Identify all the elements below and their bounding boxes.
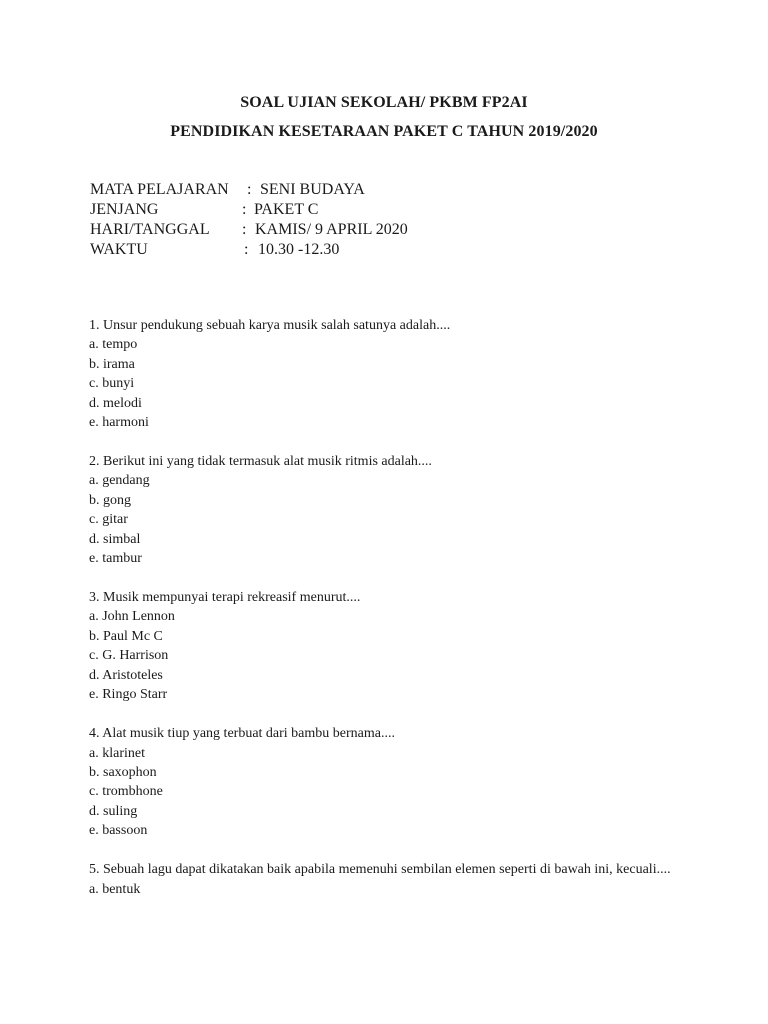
question-stem: 1. Unsur pendukung sebuah karya musik salah satunya adalah....: [89, 318, 451, 333]
exam-info-separator: :: [242, 221, 247, 238]
answer-option: d. suling: [89, 803, 138, 819]
exam-info-label: HARI/TANGGAL: [90, 221, 210, 238]
question-stem: 2. Berikut ini yang tidak termasuk alat musik ritmis adalah....: [89, 454, 432, 470]
question-item: [89, 588, 689, 704]
answer-option: d. simbal: [89, 531, 141, 547]
exam-info-separator: :: [242, 201, 247, 218]
answer-option: c. trombhone: [89, 784, 163, 800]
exam-info-label: WAKTU: [90, 241, 148, 258]
question-stem: 3. Musik mempunyai terapi rekreasif menurut....: [89, 590, 361, 606]
answer-option: e. tambur: [89, 551, 142, 567]
answer-option: b. saxophon: [89, 764, 157, 780]
answer-option: a. klarinet: [89, 745, 145, 761]
exam-info-value: 10.30 -12.30: [258, 241, 340, 258]
answer-option: a. gendang: [89, 473, 150, 489]
answer-option: d. Aristoteles: [89, 667, 163, 683]
exam-info-value: PAKET C: [254, 201, 319, 218]
answer-option: c. G. Harrison: [89, 648, 169, 664]
document-subtitle: PENDIDIKAN KESETARAAN PAKET C TAHUN 2019/2020: [170, 123, 598, 140]
question-item: [89, 316, 689, 432]
question-list: [89, 316, 689, 919]
answer-option: b. gong: [89, 492, 131, 508]
answer-option: e. harmoni: [89, 415, 149, 431]
question-item: [89, 724, 689, 840]
exam-info-value: KAMIS/ 9 APRIL 2020: [255, 221, 408, 238]
answer-option: a. John Lennon: [89, 609, 175, 625]
exam-info-separator: :: [244, 241, 249, 258]
question-item: [89, 860, 689, 899]
answer-option: e. bassoon: [89, 823, 148, 839]
question-stem: 4. Alat musik tiup yang terbuat dari bambu bernama....: [89, 726, 395, 742]
document-title: SOAL UJIAN SEKOLAH/ PKBM FP2AI: [240, 94, 528, 111]
answer-option: d. melodi: [89, 395, 142, 411]
question-item: [89, 452, 689, 568]
answer-option: b. Paul Mc C: [89, 628, 163, 644]
answer-option: c. gitar: [89, 512, 128, 528]
exam-info-value: SENI BUDAYA: [260, 181, 365, 198]
answer-option: a. tempo: [89, 337, 138, 353]
exam-info-separator: :: [247, 181, 252, 198]
answer-option: b. irama: [89, 356, 135, 372]
answer-option: a. bentuk: [89, 881, 141, 897]
exam-info-label: MATA PELAJARAN: [90, 181, 229, 198]
question-stem: 5. Sebuah lagu dapat dikatakan baik apabila memenuhi sembilan elemen seperti di bawah ini, kecuali....: [89, 862, 671, 878]
answer-option: c. bunyi: [89, 376, 135, 392]
answer-option: e. Ringo Starr: [89, 687, 168, 703]
exam-info-label: JENJANG: [90, 201, 159, 218]
